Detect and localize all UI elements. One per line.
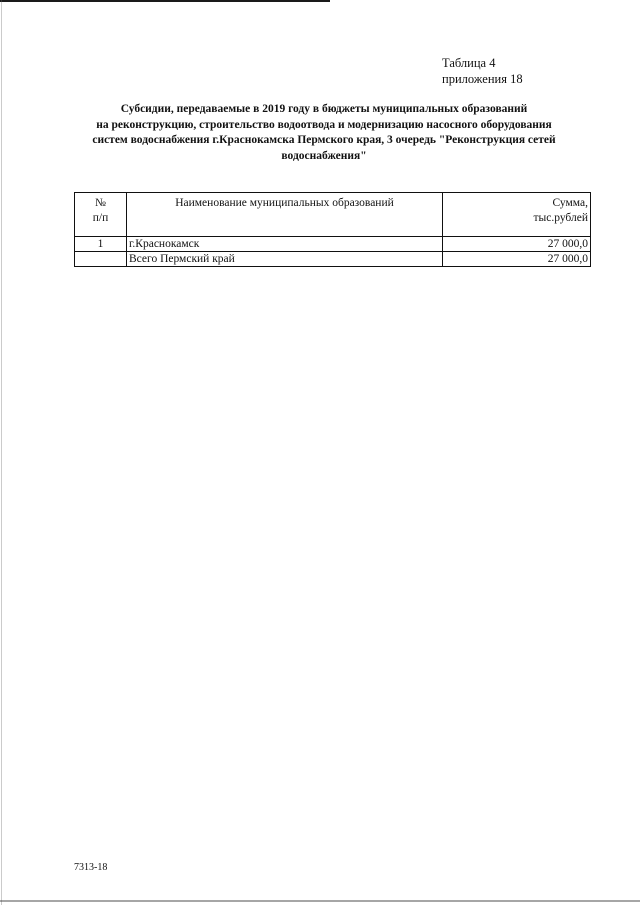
document-title: [60, 102, 588, 164]
appendix-label: приложения 18: [442, 72, 523, 86]
header-number-symbol: №: [95, 197, 106, 209]
title-line-3: систем водоснабжения г.Краснокамска Пермского края, 3 очередь "Реконструкция сетей: [92, 134, 556, 146]
table-row: [75, 237, 591, 252]
total-label: Всего Пермский край: [127, 252, 443, 267]
table-total-row: [75, 252, 591, 267]
title-line-4: водоснабжения": [281, 149, 367, 162]
document-code: 7313-18: [74, 862, 108, 873]
header-municipality-name: Наименование муниципальных образований: [127, 193, 443, 237]
header-number: [75, 193, 127, 237]
title-line-1: Субсидии, передаваемые в 2019 году в бюджеты муниципальных образований: [120, 103, 528, 115]
header-sum-unit: тыс.рублей: [533, 212, 588, 224]
header-sum-label: Сумма,: [552, 197, 588, 209]
row-sum: 27 000,0: [443, 237, 591, 252]
row-number: 1: [75, 237, 127, 252]
scan-edge-left: [1, 0, 2, 905]
scan-edge-bottom: [0, 900, 640, 902]
row-municipality: г.Краснокамск: [127, 237, 443, 252]
table-header-row: [75, 193, 591, 237]
subsidy-table: [74, 192, 591, 267]
scan-edge-top: [0, 0, 330, 2]
header-number-pp: п/п: [92, 212, 109, 224]
total-number: [75, 252, 127, 267]
table-reference: [442, 55, 523, 87]
table-label: Таблица 4: [442, 56, 496, 70]
title-line-2: на реконструкцию, строительство водоотвода и модернизацию насосного оборудования: [96, 118, 552, 131]
header-sum: [443, 193, 591, 237]
total-sum: 27 000,0: [443, 252, 591, 267]
